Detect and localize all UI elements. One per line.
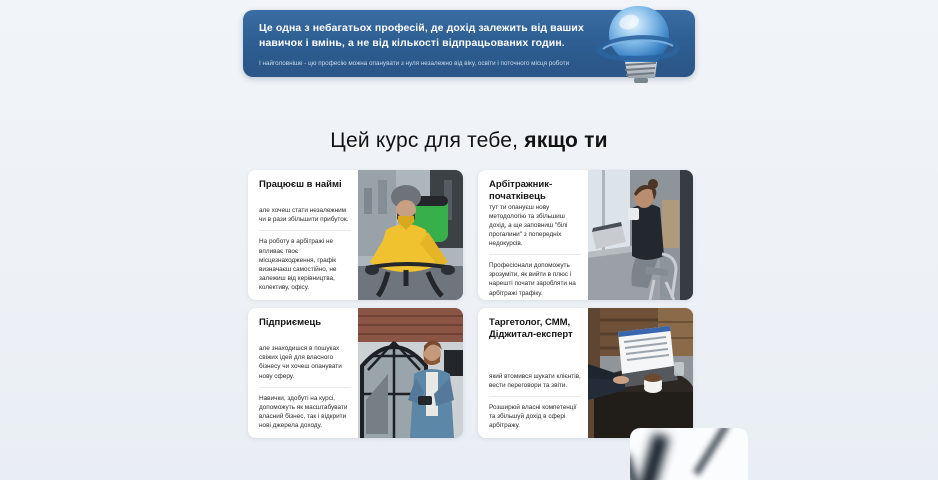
card-paragraph: Розширюй власні компетенції та збільшуй дохід в сфері арбітражу. — [489, 403, 577, 429]
blurred-photo-fragment — [630, 453, 642, 480]
card-paragraph: але знаходишся в пошуках свіжих ідей для власного бізнесу чи хочеш опанувати нову сферу. — [259, 345, 342, 380]
card-body — [259, 344, 351, 430]
card-paragraph: Професіонали допоможуть зрозуміти, як вийти в плюс і нарешті почати заробляти на арбітражі трафіку. — [489, 262, 576, 297]
lightbulb-icon — [595, 4, 681, 84]
card-body — [259, 206, 351, 292]
divider — [259, 230, 351, 231]
next-section-preview — [630, 428, 748, 480]
card-title: Арбітражник-початківець — [489, 179, 553, 202]
divider — [489, 396, 581, 397]
section-title-bold: якщо ти — [524, 129, 608, 152]
card-body — [489, 372, 581, 430]
card-text-block — [478, 170, 588, 300]
banner-headline: Це одна з небагатьох професій, де дохід залежить від ваших навичок і вмінь, а не від кількості відпрацьованих годин. — [259, 22, 584, 50]
card-title: Підприємець — [259, 317, 322, 328]
section-title — [243, 129, 695, 153]
card-text-block — [248, 170, 358, 300]
blurred-photo-fragment — [693, 428, 730, 475]
card-text-block — [248, 308, 358, 438]
card-paragraph: Навички, здобуті на курсі, допоможуть як масштабувати власний бізнес, так і відкрити нові джерела доходу. — [259, 394, 348, 429]
card-paragraph: На роботу в арбітражі не впливає твоє місцезнаходження, графік визначаєш самостійно, не залежиш від керівництва, колективу, офісу. — [259, 238, 337, 291]
man-with-phone-loft-photo — [358, 308, 463, 438]
promo-banner — [243, 10, 695, 77]
audience-cards-grid — [248, 170, 693, 438]
section-title-regular: Цей курс для тебе, — [330, 129, 525, 152]
blurred-photo-fragment — [635, 433, 670, 480]
card-title: Працюєш в наймі — [259, 179, 342, 190]
card-paragraph: але хочеш стати незалежним чи в рази збільшити прибуток. — [259, 207, 349, 224]
card-employed — [248, 170, 463, 300]
card-text-block — [478, 308, 588, 438]
divider — [259, 387, 351, 388]
card-digital-expert — [478, 308, 693, 438]
card-body — [489, 203, 581, 298]
card-paragraph: який втомився шукати клієнтів, вести переговори та звіти. — [489, 372, 581, 389]
card-entrepreneur — [248, 308, 463, 438]
card-title: Таргетолог, СММ, Діджитал-експерт — [489, 317, 573, 340]
card-paragraph: тут ти опануєш нову методологію та збільшиш дохід, а ще заповниш "білі прогалини" з попередніх недокурсів. — [489, 203, 568, 248]
banner-text-block — [259, 21, 604, 67]
banner-subline: І найголовніше - цю професію можна опанувати з нуля незалежно від віку, освіти і поточного місця роботи — [259, 60, 570, 68]
courier-on-bike-photo — [358, 170, 463, 300]
divider — [489, 254, 581, 255]
card-beginner-affiliate — [478, 170, 693, 300]
man-with-coffee-at-desk-photo — [588, 170, 693, 300]
laptop-on-cafe-table-photo — [588, 308, 693, 438]
